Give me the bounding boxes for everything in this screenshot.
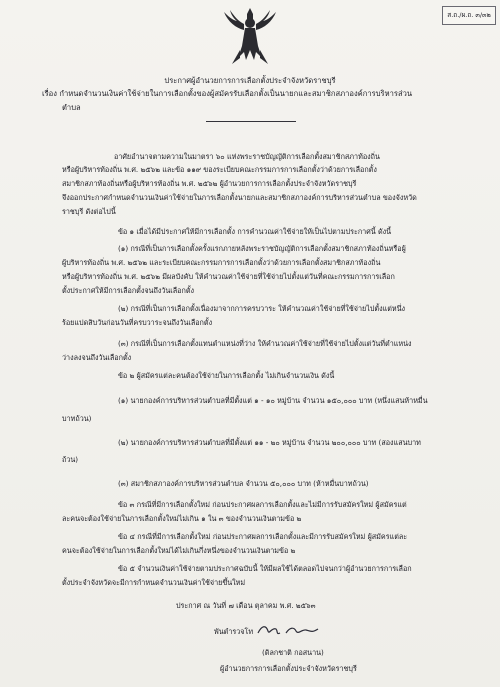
- body-line: (๒) กรณีที่เป็นการเลือกตั้งเนื่องมาจากการครบวาระ ให้คำนวณค่าใช้จ่ายที่ใช้จ่ายไปตั้งแต่หนึ่ง: [118, 304, 406, 313]
- body-line: หรือผู้บริหารท้องถิ่น พ.ศ. ๒๕๖๒ และข้อ ๑๑๙ ของระเบียบคณะกรรมการการเลือกตั้งว่าด้วยการเลือกตั้ง: [62, 165, 377, 174]
- clause-1: ข้อ ๑ เมื่อได้มีประกาศให้มีการเลือกตั้ง การคำนวณค่าใช้จ่ายให้เป็นไปตามประกาศนี้ ดังนี้: [118, 227, 392, 236]
- body-line: ละคนจะต้องใช้จ่ายในการเลือกตั้งใหม่ไม่เกิน ๑ ใน ๓ ของจำนวนเงินตามข้อ ๒: [62, 514, 302, 523]
- signer-title: ผู้อำนวยการการเลือกตั้งประจำจังหวัดราชบุรี: [220, 664, 357, 673]
- body-line: ตั้งประกาศให้มีการเลือกตั้งจนถึงวันเลือกตั้ง: [62, 286, 194, 295]
- body-line: อาศัยอำนาจตามความในมาตรา ๖๐ แห่งพระราชบัญญัติการเลือกตั้งสมาชิกสภาท้องถิ่น: [114, 152, 380, 161]
- document-code-box: ส.ถ./ผ.ถ. ๓/๓๒: [442, 6, 496, 25]
- body-line: ถ้วน): [62, 455, 79, 464]
- body-line: ผู้บริหารท้องถิ่น พ.ศ. ๒๕๖๒ และระเบียบคณะกรรมการการเลือกตั้งว่าด้วยการเลือกตั้งสมาชิกสภาท้องถิ่น: [62, 258, 381, 267]
- body-line: (๑) นายกองค์การบริหารส่วนตำบลที่มีตั้งแต่ ๑ - ๑๐ หมู่บ้าน จำนวน ๑๕๐,๐๐๐ บาท (หนึ่งแสนห้าหมื่น: [118, 396, 428, 405]
- garuda-emblem-icon: [222, 6, 278, 68]
- body-line: (๑) กรณีที่เป็นการเลือกตั้งครั้งแรกภายหลังพระราชบัญญัติการเลือกตั้งสมาชิกสภาท้องถิ่นหรือผู้: [118, 244, 406, 253]
- body-line: ร้อยแปดสิบวันก่อนวันที่ครบวาระจนถึงวันเลือกตั้ง: [62, 318, 213, 327]
- body-line: (๓) กรณีที่เป็นการเลือกตั้งแทนตำแหน่งที่ว่าง ให้คำนวณค่าใช้จ่ายที่ใช้จ่ายไปตั้งแต่วันที่ตำแหน่ง: [118, 339, 412, 348]
- body-line: (๓) สมาชิกสภาองค์การบริหารส่วนตำบล จำนวน ๕๐,๐๐๐ บาท (ห้าหมื่นบาทถ้วน): [118, 479, 369, 488]
- announcement-title: ประกาศผู้อำนวยการการเลือกตั้งประจำจังหวัดราชบุรี: [164, 76, 336, 85]
- clause-4: ข้อ ๔ กรณีที่มีการเลือกตั้งใหม่ ก่อนประกาศผลการเลือกตั้งและมีการรับสมัครใหม่ ผู้สมัครแต่ละ: [118, 532, 408, 541]
- signer-rank: พันตำรวจโท: [214, 627, 254, 636]
- clause-5: ข้อ ๕ จำนวนเงินค่าใช้จ่ายตามประกาศฉบับนี้ ให้มีผลใช้ได้ตลอดไปจนกว่าผู้อำนวยการการเลือก: [118, 564, 412, 573]
- body-line: ราชบุรี ดังต่อไปนี้: [62, 207, 116, 216]
- body-line: คนจะต้องใช้จ่ายในการเลือกตั้งใหม่ได้ไม่เกินกึ่งหนึ่งของจำนวนเงินตามข้อ ๒: [62, 546, 296, 555]
- clause-2: ข้อ ๒ ผู้สมัครแต่ละคนต้องใช้จ่ายในการเลือกตั้ง ไม่เกินจำนวนเงิน ดังนี้: [118, 371, 335, 380]
- body-line: จึงออกประกาศกำหนดจำนวนเงินค่าใช้จ่ายในการเลือกตั้งนายกและสมาชิกสภาองค์การบริหารส่วนตำบล ของจังหวัด: [62, 193, 417, 202]
- body-line: บาทถ้วน): [62, 414, 92, 423]
- date-line: ประกาศ ณ วันที่ ๗ เดือน ตุลาคม พ.ศ. ๒๕๖๓: [176, 601, 316, 610]
- announcement-subject: เรื่อง กำหนดจำนวนเงินค่าใช้จ่ายในการเลือกตั้งของผู้สมัครรับเลือกตั้งเป็นนายกและสมาชิกสภาองค์การบริหารส่วน: [42, 89, 413, 98]
- body-line: ว่างลงจนถึงวันเลือกตั้ง: [62, 353, 132, 362]
- announcement-subject-cont: ตำบล: [62, 103, 81, 112]
- body-line: หรือผู้บริหารท้องถิ่น พ.ศ. ๒๕๖๒ มีผลบังคับ ให้คำนวณค่าใช้จ่ายที่ใช้จ่ายไปตั้งแต่วันที่คณะกรรมการการเลือก: [62, 272, 395, 281]
- divider-line: [206, 121, 296, 122]
- body-line: สมาชิกสภาท้องถิ่นหรือผู้บริหารท้องถิ่น พ.ศ. ๒๕๖๒ ผู้อำนวยการการเลือกตั้งประจำจังหวัดราชบุรี: [62, 179, 357, 188]
- signature-icon: [256, 621, 320, 639]
- signer-name: (ดิลกชาติ กอสนาน): [262, 648, 324, 657]
- body-line: ตั้งประจำจังหวัดจะมีการกำหนดจำนวนเงินค่าใช้จ่ายขึ้นใหม่: [62, 578, 246, 587]
- body-line: (๒) นายกองค์การบริหารส่วนตำบลที่มีตั้งแต่ ๑๑ - ๒๐ หมู่บ้าน จำนวน ๒๐๐,๐๐๐ บาท (สองแสนบาท: [118, 438, 421, 447]
- clause-3: ข้อ ๓ กรณีที่มีการเลือกตั้งใหม่ ก่อนประกาศผลการเลือกตั้งและไม่มีการรับสมัครใหม่ ผู้สมัครแต่: [118, 500, 407, 509]
